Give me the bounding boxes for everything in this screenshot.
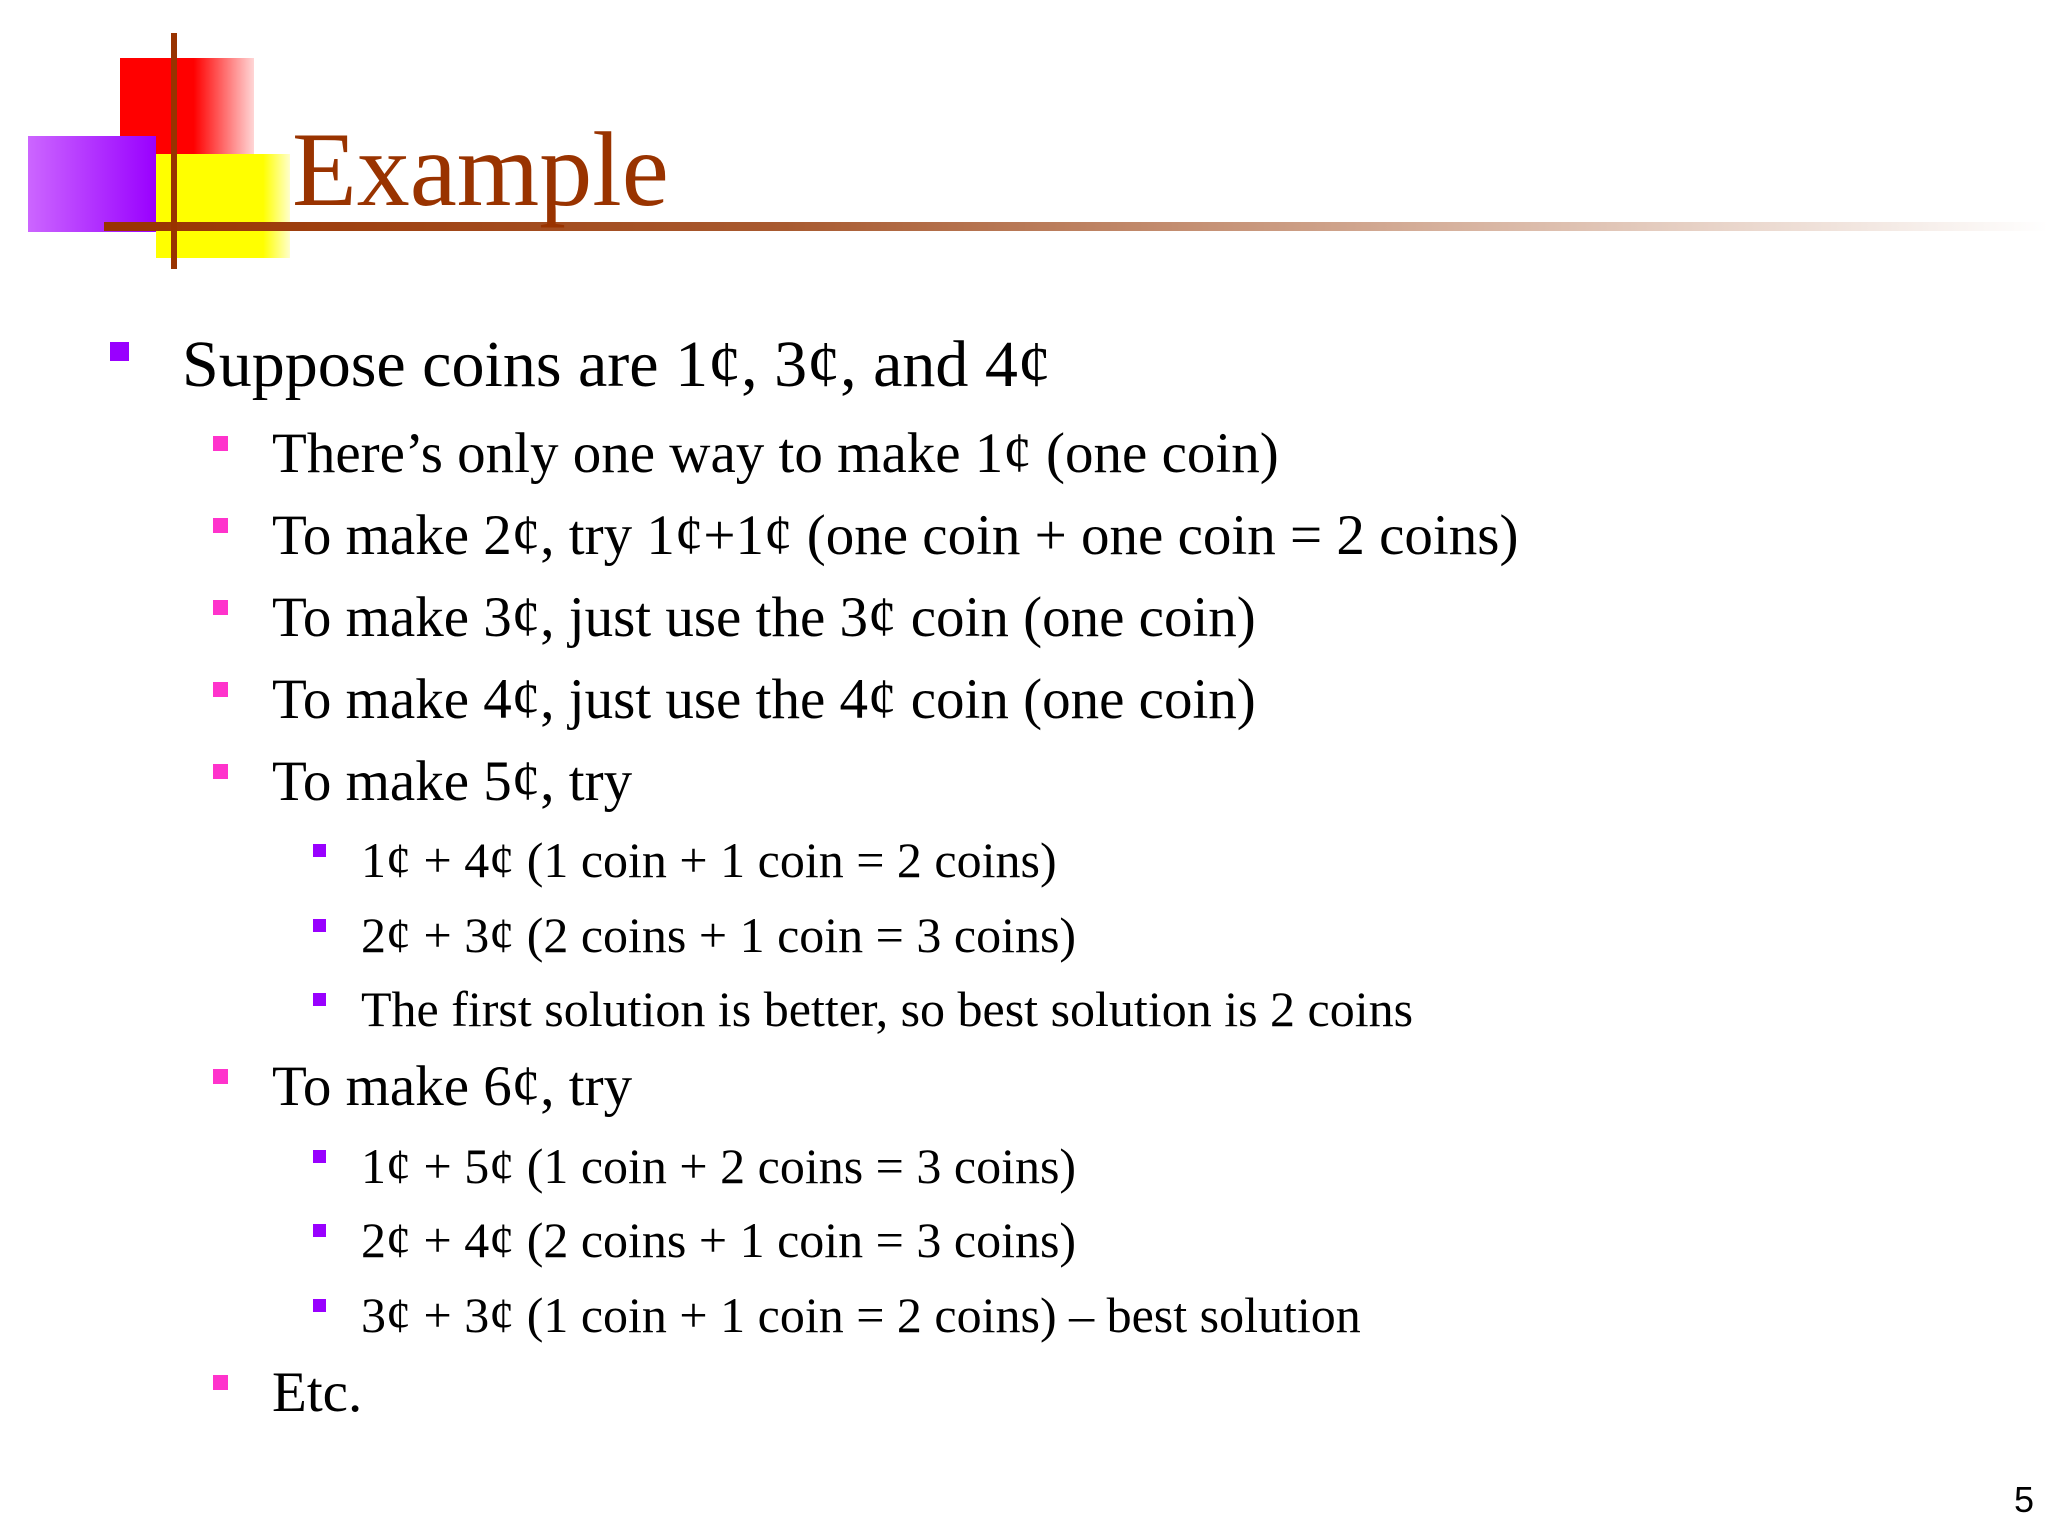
- square-bullet-icon: [213, 764, 228, 779]
- bullet-text: To make 4¢, just use the 4¢ coin (one coin): [272, 668, 1256, 731]
- square-bullet-icon: [213, 436, 228, 451]
- bullet-text: 3¢ + 3¢ (1 coin + 1 coin = 2 coins) – best solution: [361, 1287, 1361, 1343]
- bullet-text: There’s only one way to make 1¢ (one coin): [272, 422, 1279, 485]
- square-bullet-icon: [213, 1375, 228, 1390]
- square-bullet-icon: [313, 1150, 326, 1163]
- bullet-text: 1¢ + 4¢ (1 coin + 1 coin = 2 coins): [361, 832, 1057, 888]
- bullet-text: To make 5¢, try: [272, 750, 633, 813]
- square-bullet-icon: [313, 1224, 326, 1237]
- square-bullet-icon: [213, 600, 228, 615]
- square-bullet-icon: [313, 919, 326, 932]
- square-bullet-icon: [110, 342, 129, 361]
- bullet-text: 1¢ + 5¢ (1 coin + 2 coins = 3 coins): [361, 1138, 1077, 1194]
- square-bullet-icon: [313, 993, 326, 1006]
- square-bullet-icon: [313, 844, 326, 857]
- square-bullet-icon: [213, 682, 228, 697]
- bullet-text: The first solution is better, so best solution is 2 coins: [361, 981, 1414, 1037]
- page-number: 5: [2013, 1479, 2034, 1520]
- square-bullet-icon: [213, 518, 228, 533]
- bullet-text: To make 6¢, try: [272, 1055, 633, 1118]
- square-bullet-icon: [313, 1299, 326, 1312]
- slide-title: Example: [292, 111, 669, 228]
- bullet-text: 2¢ + 4¢ (2 coins + 1 coin = 3 coins): [361, 1212, 1077, 1268]
- bullet-text: Suppose coins are 1¢, 3¢, and 4¢: [182, 328, 1051, 401]
- bullet-text: 2¢ + 3¢ (2 coins + 1 coin = 3 coins): [361, 907, 1077, 963]
- bullet-text: To make 3¢, just use the 3¢ coin (one coin): [272, 586, 1256, 649]
- bullet-text: To make 2¢, try 1¢+1¢ (one coin + one coin = 2 coins): [272, 504, 1519, 567]
- bullet-text: Etc.: [272, 1361, 363, 1424]
- square-bullet-icon: [213, 1069, 228, 1084]
